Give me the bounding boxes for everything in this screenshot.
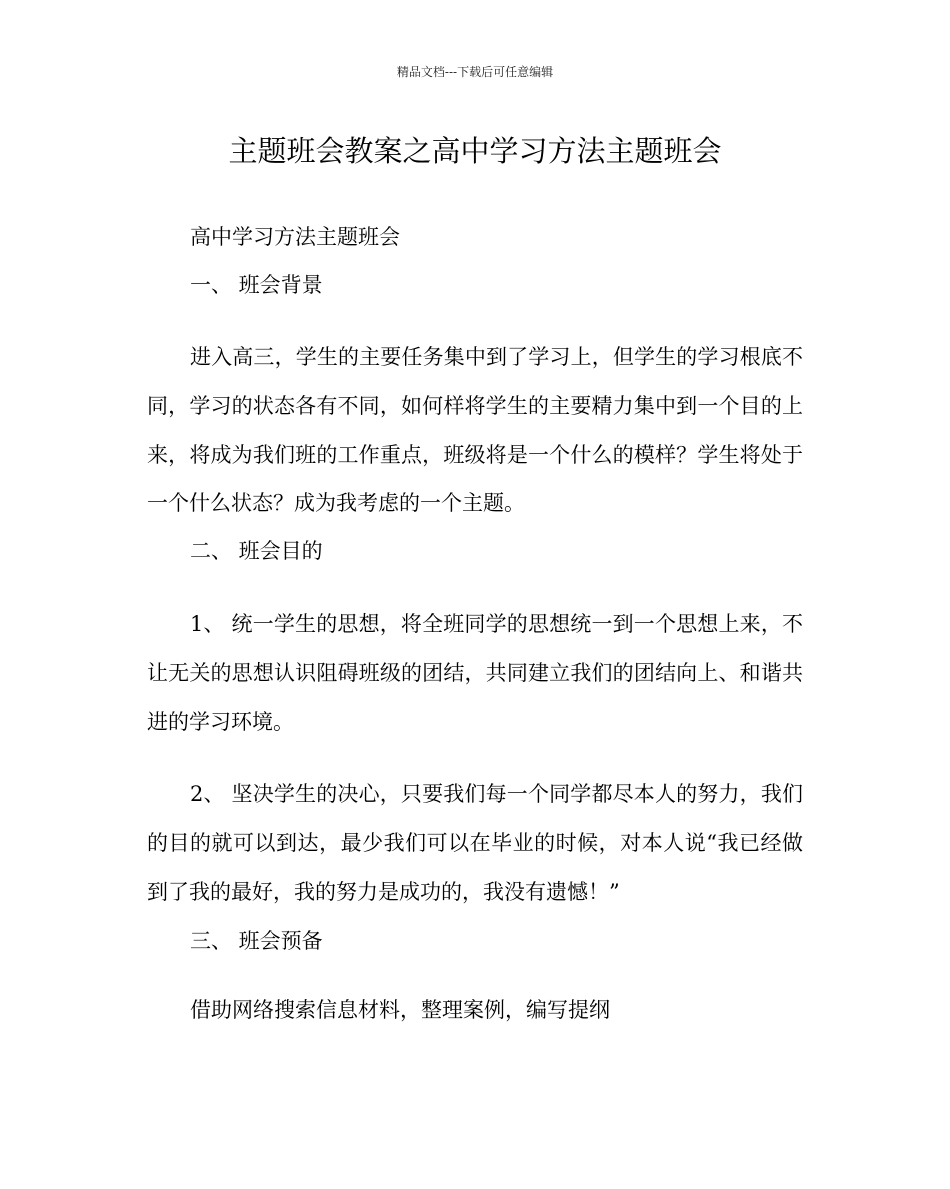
header-note: 精品文档---下载后可任意编辑 — [396, 65, 554, 79]
document-subtitle: 高中学习方法主题班会 — [190, 225, 400, 249]
section-heading-preparation: 三、 班会预备 — [190, 929, 323, 953]
paragraph-purpose-item-2: 2、 坚决学生的决心，只要我们每一个同学都尽本人的努力，我们的目的就可以到达，最少我们可以在毕业的时候，对本人说“我已经做到了我的最好，我的努力是成功的，我没有遗憾！” — [147, 782, 803, 904]
section-heading-purpose: 二、 班会目的 — [190, 539, 323, 563]
paragraph-purpose-item-1: 1、 统一学生的思想，将全班同学的思想统一到一个思想上来，不让无关的思想认识阻碍班级的团结，共同建立我们的团结向上、和谐共进的学习环境。 — [147, 612, 803, 734]
section-heading-background: 一、 班会背景 — [190, 273, 323, 297]
paragraph-preparation: 借助网络搜索信息材料，整理案例，编写提纲 — [190, 998, 610, 1022]
document-title: 主题班会教案之高中学习方法主题班会 — [228, 134, 722, 168]
paragraph-background: 进入高三，学生的主要任务集中到了学习上，但学生的学习根底不同，学习的状态各有不同，如何样将学生的主要精力集中到一个目的上来，将成为我们班的工作重点，班级将是一个什么的模样？学生将处于一个什么状态？成为我考虑的一个主题。 — [147, 345, 803, 516]
